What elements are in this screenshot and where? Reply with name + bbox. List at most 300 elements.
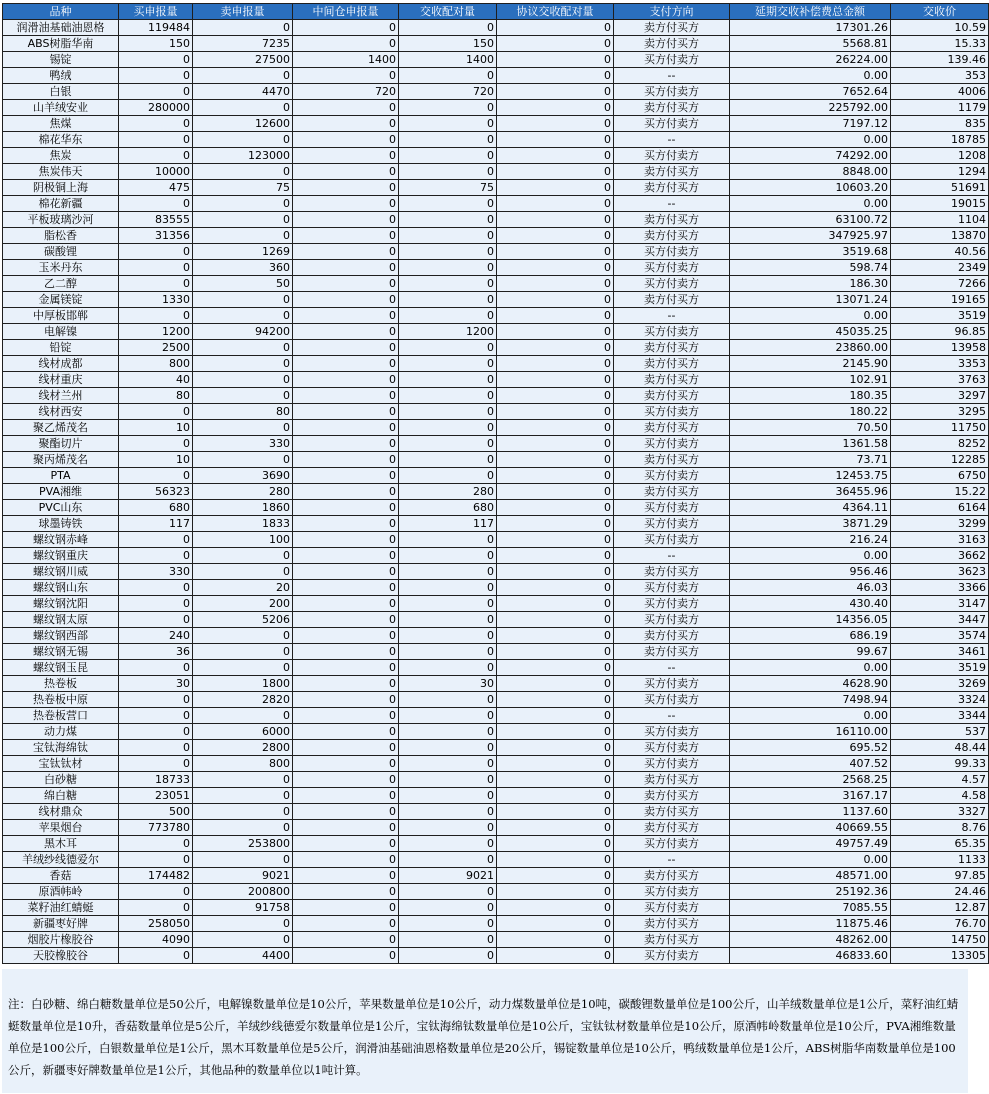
compensation-cell: 0.00 bbox=[730, 308, 891, 324]
sell-declared-cell: 0 bbox=[193, 212, 293, 228]
delivery-matched-cell: 0 bbox=[399, 356, 497, 372]
sell-declared-cell: 330 bbox=[193, 436, 293, 452]
table-row bbox=[3, 292, 989, 308]
compensation-cell: 13071.24 bbox=[730, 292, 891, 308]
middle-warehouse-cell: 0 bbox=[293, 548, 399, 564]
agreement-matched-cell: 0 bbox=[497, 772, 614, 788]
sell-declared-cell: 0 bbox=[193, 132, 293, 148]
delivery-price-cell: 12285 bbox=[891, 452, 989, 468]
payment-direction-cell: 卖方付买方 bbox=[614, 916, 730, 932]
middle-warehouse-cell: 0 bbox=[293, 228, 399, 244]
table-row bbox=[3, 180, 989, 196]
payment-direction-cell: 卖方付买方 bbox=[614, 772, 730, 788]
payment-direction-cell: 卖方付买方 bbox=[614, 36, 730, 52]
payment-direction-cell: 买方付卖方 bbox=[614, 740, 730, 756]
agreement-matched-cell: 0 bbox=[497, 500, 614, 516]
delivery-matched-cell: 0 bbox=[399, 132, 497, 148]
agreement-matched-cell: 0 bbox=[497, 564, 614, 580]
agreement-matched-cell: 0 bbox=[497, 628, 614, 644]
middle-warehouse-cell: 0 bbox=[293, 852, 399, 868]
payment-direction-cell: 买方付卖方 bbox=[614, 756, 730, 772]
payment-direction-cell: 卖方付买方 bbox=[614, 484, 730, 500]
payment-direction-cell: 卖方付买方 bbox=[614, 292, 730, 308]
variety-cell: ABS树脂华南 bbox=[3, 36, 119, 52]
compensation-cell: 16110.00 bbox=[730, 724, 891, 740]
variety-cell: 线材兰州 bbox=[3, 388, 119, 404]
table-row bbox=[3, 788, 989, 804]
compensation-cell: 12453.75 bbox=[730, 468, 891, 484]
sell-declared-cell: 27500 bbox=[193, 52, 293, 68]
delivery-matched-cell: 0 bbox=[399, 20, 497, 36]
compensation-cell: 4364.11 bbox=[730, 500, 891, 516]
delivery-price-cell: 537 bbox=[891, 724, 989, 740]
compensation-cell: 686.19 bbox=[730, 628, 891, 644]
sell-declared-cell: 0 bbox=[193, 564, 293, 580]
table-row bbox=[3, 132, 989, 148]
variety-cell: 苹果烟台 bbox=[3, 820, 119, 836]
agreement-matched-cell: 0 bbox=[497, 836, 614, 852]
agreement-matched-cell: 0 bbox=[497, 20, 614, 36]
table-row bbox=[3, 324, 989, 340]
agreement-matched-cell: 0 bbox=[497, 948, 614, 964]
delivery-matched-cell: 75 bbox=[399, 180, 497, 196]
delivery-matched-cell: 0 bbox=[399, 276, 497, 292]
sell-declared-cell: 1860 bbox=[193, 500, 293, 516]
delivery-matched-cell: 0 bbox=[399, 948, 497, 964]
compensation-cell: 10603.20 bbox=[730, 180, 891, 196]
sell-declared-cell: 4400 bbox=[193, 948, 293, 964]
table-row bbox=[3, 948, 989, 964]
table-row bbox=[3, 308, 989, 324]
payment-direction-cell: -- bbox=[614, 308, 730, 324]
compensation-cell: 347925.97 bbox=[730, 228, 891, 244]
agreement-matched-cell: 0 bbox=[497, 900, 614, 916]
middle-warehouse-cell: 0 bbox=[293, 884, 399, 900]
agreement-matched-cell: 0 bbox=[497, 276, 614, 292]
compensation-cell: 25192.36 bbox=[730, 884, 891, 900]
table-row bbox=[3, 356, 989, 372]
delivery-matched-cell: 0 bbox=[399, 820, 497, 836]
middle-warehouse-cell: 0 bbox=[293, 596, 399, 612]
sell-declared-cell: 0 bbox=[193, 708, 293, 724]
buy-declared-cell: 0 bbox=[119, 948, 193, 964]
table-row bbox=[3, 484, 989, 500]
variety-cell: PTA bbox=[3, 468, 119, 484]
compensation-cell: 5568.81 bbox=[730, 36, 891, 52]
variety-cell: 铅锭 bbox=[3, 340, 119, 356]
delivery-matched-cell: 0 bbox=[399, 724, 497, 740]
middle-warehouse-cell: 0 bbox=[293, 644, 399, 660]
middle-warehouse-cell: 0 bbox=[293, 148, 399, 164]
table-row bbox=[3, 596, 989, 612]
variety-cell: 热卷板营口 bbox=[3, 708, 119, 724]
variety-cell: 新疆枣好牌 bbox=[3, 916, 119, 932]
payment-direction-cell: 买方付卖方 bbox=[614, 532, 730, 548]
delivery-matched-cell: 0 bbox=[399, 244, 497, 260]
delivery-price-cell: 3299 bbox=[891, 516, 989, 532]
table-row bbox=[3, 548, 989, 564]
table-row bbox=[3, 532, 989, 548]
delivery-price-cell: 96.85 bbox=[891, 324, 989, 340]
compensation-cell: 8848.00 bbox=[730, 164, 891, 180]
delivery-matched-cell: 0 bbox=[399, 804, 497, 820]
delivery-matched-cell: 0 bbox=[399, 900, 497, 916]
middle-warehouse-cell: 0 bbox=[293, 612, 399, 628]
sell-declared-cell: 0 bbox=[193, 772, 293, 788]
payment-direction-cell: 买方付卖方 bbox=[614, 500, 730, 516]
sell-declared-cell: 94200 bbox=[193, 324, 293, 340]
table-row bbox=[3, 244, 989, 260]
delivery-price-cell: 353 bbox=[891, 68, 989, 84]
variety-cell: 棉花新疆 bbox=[3, 196, 119, 212]
sell-declared-cell: 0 bbox=[193, 388, 293, 404]
delivery-price-cell: 1208 bbox=[891, 148, 989, 164]
agreement-matched-cell: 0 bbox=[497, 84, 614, 100]
delivery-price-cell: 3623 bbox=[891, 564, 989, 580]
compensation-cell: 49757.49 bbox=[730, 836, 891, 852]
header-agreement-matched: 协议交收配对量 bbox=[497, 4, 614, 20]
table-row bbox=[3, 420, 989, 436]
middle-warehouse-cell: 0 bbox=[293, 308, 399, 324]
delivery-matched-cell: 0 bbox=[399, 420, 497, 436]
table-row bbox=[3, 820, 989, 836]
sell-declared-cell: 0 bbox=[193, 916, 293, 932]
payment-direction-cell: 卖方付买方 bbox=[614, 788, 730, 804]
payment-direction-cell: 买方付卖方 bbox=[614, 884, 730, 900]
variety-cell: 阴极铜上海 bbox=[3, 180, 119, 196]
variety-cell: 黑木耳 bbox=[3, 836, 119, 852]
delivery-matched-cell: 0 bbox=[399, 468, 497, 484]
header-compensation-total: 延期交收补偿费总金额 bbox=[730, 4, 891, 20]
delivery-price-cell: 3447 bbox=[891, 612, 989, 628]
table-row bbox=[3, 116, 989, 132]
middle-warehouse-cell: 0 bbox=[293, 20, 399, 36]
agreement-matched-cell: 0 bbox=[497, 356, 614, 372]
delivery-matched-cell: 0 bbox=[399, 212, 497, 228]
sell-declared-cell: 0 bbox=[193, 788, 293, 804]
agreement-matched-cell: 0 bbox=[497, 516, 614, 532]
buy-declared-cell: 280000 bbox=[119, 100, 193, 116]
sell-declared-cell: 75 bbox=[193, 180, 293, 196]
delivery-price-cell: 3344 bbox=[891, 708, 989, 724]
agreement-matched-cell: 0 bbox=[497, 868, 614, 884]
delivery-matched-cell: 0 bbox=[399, 644, 497, 660]
table-row bbox=[3, 804, 989, 820]
compensation-cell: 45035.25 bbox=[730, 324, 891, 340]
delivery-matched-cell: 150 bbox=[399, 36, 497, 52]
buy-declared-cell: 0 bbox=[119, 660, 193, 676]
delivery-matched-cell: 0 bbox=[399, 532, 497, 548]
compensation-cell: 73.71 bbox=[730, 452, 891, 468]
buy-declared-cell: 0 bbox=[119, 468, 193, 484]
buy-declared-cell: 0 bbox=[119, 756, 193, 772]
middle-warehouse-cell: 0 bbox=[293, 724, 399, 740]
buy-declared-cell: 800 bbox=[119, 356, 193, 372]
delivery-price-cell: 1179 bbox=[891, 100, 989, 116]
compensation-cell: 0.00 bbox=[730, 68, 891, 84]
middle-warehouse-cell: 0 bbox=[293, 36, 399, 52]
agreement-matched-cell: 0 bbox=[497, 132, 614, 148]
buy-declared-cell: 83555 bbox=[119, 212, 193, 228]
delivery-matched-cell: 0 bbox=[399, 772, 497, 788]
compensation-cell: 3167.17 bbox=[730, 788, 891, 804]
buy-declared-cell: 475 bbox=[119, 180, 193, 196]
table-row bbox=[3, 932, 989, 948]
middle-warehouse-cell: 0 bbox=[293, 692, 399, 708]
buy-declared-cell: 80 bbox=[119, 388, 193, 404]
payment-direction-cell: 买方付卖方 bbox=[614, 244, 730, 260]
payment-direction-cell: 买方付卖方 bbox=[614, 948, 730, 964]
sell-declared-cell: 0 bbox=[193, 804, 293, 820]
delivery-table bbox=[2, 3, 989, 964]
table-row bbox=[3, 276, 989, 292]
variety-cell: 螺纹钢玉昆 bbox=[3, 660, 119, 676]
table-row bbox=[3, 340, 989, 356]
payment-direction-cell: -- bbox=[614, 660, 730, 676]
sell-declared-cell: 20 bbox=[193, 580, 293, 596]
buy-declared-cell: 119484 bbox=[119, 20, 193, 36]
table-row bbox=[3, 52, 989, 68]
sell-declared-cell: 0 bbox=[193, 100, 293, 116]
payment-direction-cell: 买方付卖方 bbox=[614, 468, 730, 484]
delivery-price-cell: 15.33 bbox=[891, 36, 989, 52]
payment-direction-cell: 买方付卖方 bbox=[614, 52, 730, 68]
variety-cell: 棉花华东 bbox=[3, 132, 119, 148]
payment-direction-cell: 卖方付买方 bbox=[614, 180, 730, 196]
sell-declared-cell: 12600 bbox=[193, 116, 293, 132]
agreement-matched-cell: 0 bbox=[497, 148, 614, 164]
delivery-price-cell: 3163 bbox=[891, 532, 989, 548]
delivery-price-cell: 4.58 bbox=[891, 788, 989, 804]
header-delivery-matched: 交收配对量 bbox=[399, 4, 497, 20]
payment-direction-cell: 买方付卖方 bbox=[614, 612, 730, 628]
variety-cell: 绵白糖 bbox=[3, 788, 119, 804]
middle-warehouse-cell: 0 bbox=[293, 276, 399, 292]
delivery-matched-cell: 0 bbox=[399, 660, 497, 676]
payment-direction-cell: 卖方付买方 bbox=[614, 564, 730, 580]
payment-direction-cell: -- bbox=[614, 196, 730, 212]
variety-cell: 聚丙烯茂名 bbox=[3, 452, 119, 468]
middle-warehouse-cell: 0 bbox=[293, 372, 399, 388]
delivery-matched-cell: 0 bbox=[399, 116, 497, 132]
buy-declared-cell: 0 bbox=[119, 884, 193, 900]
variety-cell: PVC山东 bbox=[3, 500, 119, 516]
delivery-matched-cell: 0 bbox=[399, 916, 497, 932]
middle-warehouse-cell: 0 bbox=[293, 660, 399, 676]
table-row bbox=[3, 836, 989, 852]
delivery-matched-cell: 0 bbox=[399, 852, 497, 868]
table-row bbox=[3, 692, 989, 708]
delivery-price-cell: 3662 bbox=[891, 548, 989, 564]
variety-cell: 润滑油基础油恩格 bbox=[3, 20, 119, 36]
delivery-price-cell: 3574 bbox=[891, 628, 989, 644]
middle-warehouse-cell: 0 bbox=[293, 116, 399, 132]
compensation-cell: 186.30 bbox=[730, 276, 891, 292]
agreement-matched-cell: 0 bbox=[497, 308, 614, 324]
sell-declared-cell: 1269 bbox=[193, 244, 293, 260]
payment-direction-cell: 买方付卖方 bbox=[614, 404, 730, 420]
middle-warehouse-cell: 0 bbox=[293, 260, 399, 276]
agreement-matched-cell: 0 bbox=[497, 100, 614, 116]
delivery-matched-cell: 0 bbox=[399, 932, 497, 948]
agreement-matched-cell: 0 bbox=[497, 244, 614, 260]
variety-cell: 金属镁锭 bbox=[3, 292, 119, 308]
variety-cell: 螺纹钢川威 bbox=[3, 564, 119, 580]
payment-direction-cell: 卖方付买方 bbox=[614, 340, 730, 356]
middle-warehouse-cell: 0 bbox=[293, 564, 399, 580]
table-row bbox=[3, 196, 989, 212]
delivery-price-cell: 3763 bbox=[891, 372, 989, 388]
agreement-matched-cell: 0 bbox=[497, 676, 614, 692]
compensation-cell: 225792.00 bbox=[730, 100, 891, 116]
table-row bbox=[3, 404, 989, 420]
table-row bbox=[3, 612, 989, 628]
delivery-price-cell: 6750 bbox=[891, 468, 989, 484]
variety-cell: 线材鼎众 bbox=[3, 804, 119, 820]
buy-declared-cell: 0 bbox=[119, 852, 193, 868]
delivery-matched-cell: 0 bbox=[399, 404, 497, 420]
variety-cell: 宝钛钛材 bbox=[3, 756, 119, 772]
table-row bbox=[3, 900, 989, 916]
payment-direction-cell: -- bbox=[614, 68, 730, 84]
sell-declared-cell: 2800 bbox=[193, 740, 293, 756]
buy-declared-cell: 0 bbox=[119, 612, 193, 628]
payment-direction-cell: -- bbox=[614, 708, 730, 724]
buy-declared-cell: 56323 bbox=[119, 484, 193, 500]
middle-warehouse-cell: 0 bbox=[293, 404, 399, 420]
delivery-price-cell: 18785 bbox=[891, 132, 989, 148]
unit-footnote: 注：白砂糖、绵白糖数量单位是50公斤，电解镍数量单位是10公斤，苹果数量单位是10公斤，动力煤数量单位是10吨，碳酸锂数量单位是100公斤，山羊绒数量单位是1公斤，菜籽油红蜻蜓数量单位是10升，香菇数量单位是5公斤，羊绒纱线德爱尔数量单位是1公斤，宝钛海绵钛数量单位是10公斤，宝钛钛材数量单位是10公斤，原酒帏岭数量单位是10公斤，PVA湘维数量单位是100公斤，白银数量单位是1公斤，黑木耳数量单位是5公斤，润滑油基础油恩格数量单位是20公斤，锡锭数量单位是10公斤，鸭绒数量单位是1公斤，ABS树脂华南数量单位是100公斤，新疆枣好牌数量单位是1公斤，其他品种的数量单位以1吨计算。 bbox=[2, 969, 968, 1093]
delivery-matched-cell: 0 bbox=[399, 292, 497, 308]
sell-declared-cell: 0 bbox=[193, 852, 293, 868]
variety-cell: 菜籽油红蜻蜓 bbox=[3, 900, 119, 916]
buy-declared-cell: 258050 bbox=[119, 916, 193, 932]
sell-declared-cell: 0 bbox=[193, 164, 293, 180]
variety-cell: 螺纹钢太原 bbox=[3, 612, 119, 628]
delivery-matched-cell: 0 bbox=[399, 612, 497, 628]
buy-declared-cell: 0 bbox=[119, 740, 193, 756]
variety-cell: 香菇 bbox=[3, 868, 119, 884]
payment-direction-cell: 买方付卖方 bbox=[614, 836, 730, 852]
variety-cell: 聚乙烯茂名 bbox=[3, 420, 119, 436]
payment-direction-cell: 卖方付买方 bbox=[614, 372, 730, 388]
delivery-price-cell: 48.44 bbox=[891, 740, 989, 756]
header-delivery-price: 交收价 bbox=[891, 4, 989, 20]
variety-cell: 线材成都 bbox=[3, 356, 119, 372]
payment-direction-cell: -- bbox=[614, 852, 730, 868]
delivery-price-cell: 8252 bbox=[891, 436, 989, 452]
delivery-matched-cell: 680 bbox=[399, 500, 497, 516]
payment-direction-cell: 买方付卖方 bbox=[614, 900, 730, 916]
agreement-matched-cell: 0 bbox=[497, 692, 614, 708]
sell-declared-cell: 1800 bbox=[193, 676, 293, 692]
compensation-cell: 23860.00 bbox=[730, 340, 891, 356]
middle-warehouse-cell: 0 bbox=[293, 340, 399, 356]
sell-declared-cell: 0 bbox=[193, 660, 293, 676]
payment-direction-cell: 卖方付买方 bbox=[614, 164, 730, 180]
buy-declared-cell: 1330 bbox=[119, 292, 193, 308]
delivery-price-cell: 13305 bbox=[891, 948, 989, 964]
compensation-cell: 17301.26 bbox=[730, 20, 891, 36]
delivery-matched-cell: 0 bbox=[399, 740, 497, 756]
delivery-matched-cell: 0 bbox=[399, 788, 497, 804]
agreement-matched-cell: 0 bbox=[497, 916, 614, 932]
compensation-cell: 0.00 bbox=[730, 852, 891, 868]
compensation-cell: 7085.55 bbox=[730, 900, 891, 916]
buy-declared-cell: 30 bbox=[119, 676, 193, 692]
payment-direction-cell: 卖方付买方 bbox=[614, 228, 730, 244]
buy-declared-cell: 0 bbox=[119, 724, 193, 740]
buy-declared-cell: 10000 bbox=[119, 164, 193, 180]
variety-cell: 螺纹钢无锡 bbox=[3, 644, 119, 660]
agreement-matched-cell: 0 bbox=[497, 180, 614, 196]
middle-warehouse-cell: 0 bbox=[293, 452, 399, 468]
variety-cell: 球墨铸铁 bbox=[3, 516, 119, 532]
middle-warehouse-cell: 0 bbox=[293, 68, 399, 84]
agreement-matched-cell: 0 bbox=[497, 260, 614, 276]
delivery-matched-cell: 0 bbox=[399, 308, 497, 324]
variety-cell: 焦煤 bbox=[3, 116, 119, 132]
middle-warehouse-cell: 0 bbox=[293, 500, 399, 516]
sell-declared-cell: 0 bbox=[193, 20, 293, 36]
table-row bbox=[3, 564, 989, 580]
table-row bbox=[3, 628, 989, 644]
table-row bbox=[3, 868, 989, 884]
compensation-cell: 99.67 bbox=[730, 644, 891, 660]
compensation-cell: 1137.60 bbox=[730, 804, 891, 820]
delivery-price-cell: 14750 bbox=[891, 932, 989, 948]
table-row bbox=[3, 388, 989, 404]
table-row bbox=[3, 260, 989, 276]
middle-warehouse-cell: 0 bbox=[293, 948, 399, 964]
delivery-price-cell: 3327 bbox=[891, 804, 989, 820]
compensation-cell: 0.00 bbox=[730, 132, 891, 148]
buy-declared-cell: 0 bbox=[119, 836, 193, 852]
payment-direction-cell: 买方付卖方 bbox=[614, 676, 730, 692]
payment-direction-cell: 卖方付买方 bbox=[614, 932, 730, 948]
table-row bbox=[3, 516, 989, 532]
agreement-matched-cell: 0 bbox=[497, 292, 614, 308]
variety-cell: PVA湘维 bbox=[3, 484, 119, 500]
delivery-price-cell: 1294 bbox=[891, 164, 989, 180]
header-payment-direction: 支付方向 bbox=[614, 4, 730, 20]
delivery-matched-cell: 0 bbox=[399, 436, 497, 452]
middle-warehouse-cell: 0 bbox=[293, 772, 399, 788]
buy-declared-cell: 4090 bbox=[119, 932, 193, 948]
compensation-cell: 7498.94 bbox=[730, 692, 891, 708]
table-row bbox=[3, 84, 989, 100]
agreement-matched-cell: 0 bbox=[497, 52, 614, 68]
table-row bbox=[3, 372, 989, 388]
delivery-matched-cell: 0 bbox=[399, 340, 497, 356]
delivery-matched-cell: 9021 bbox=[399, 868, 497, 884]
compensation-cell: 74292.00 bbox=[730, 148, 891, 164]
agreement-matched-cell: 0 bbox=[497, 340, 614, 356]
middle-warehouse-cell: 0 bbox=[293, 356, 399, 372]
variety-cell: 白银 bbox=[3, 84, 119, 100]
table-row bbox=[3, 580, 989, 596]
buy-declared-cell: 240 bbox=[119, 628, 193, 644]
compensation-cell: 216.24 bbox=[730, 532, 891, 548]
variety-cell: 螺纹钢沈阳 bbox=[3, 596, 119, 612]
delivery-matched-cell: 0 bbox=[399, 388, 497, 404]
delivery-price-cell: 13870 bbox=[891, 228, 989, 244]
payment-direction-cell: 买方付卖方 bbox=[614, 436, 730, 452]
agreement-matched-cell: 0 bbox=[497, 404, 614, 420]
delivery-price-cell: 97.85 bbox=[891, 868, 989, 884]
compensation-cell: 63100.72 bbox=[730, 212, 891, 228]
sell-declared-cell: 0 bbox=[193, 228, 293, 244]
